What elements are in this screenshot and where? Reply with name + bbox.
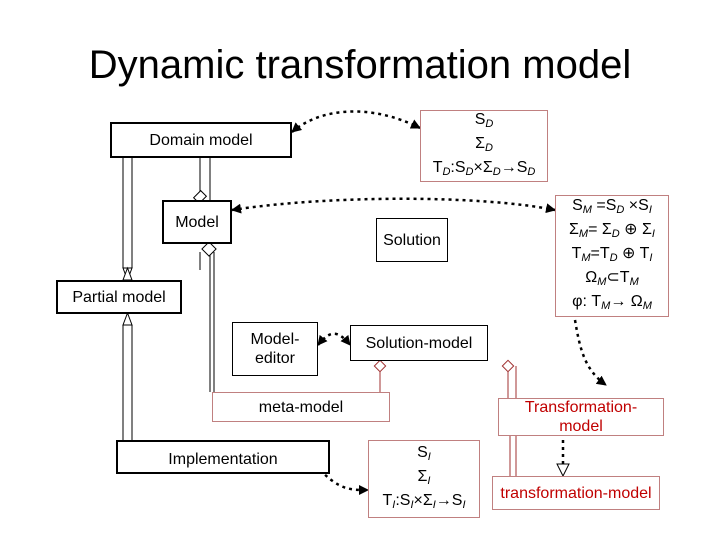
meta-model-label: meta-model — [258, 398, 344, 416]
partial-model-box — [56, 280, 182, 314]
meta-model-box — [212, 392, 390, 422]
slide-title: Dynamic transformation model — [88, 43, 632, 87]
impl-transition-function: $T_I:S_I\times\Sigma_I\to S_I$ — [382, 492, 466, 511]
implementation-box — [116, 440, 330, 474]
domain-event-set: $\Sigma_D$ — [475, 135, 493, 154]
transformation-model-box — [498, 398, 664, 436]
model-box — [162, 200, 232, 244]
model-omega-subset: $\Omega_M\subset T_M$ — [585, 269, 639, 288]
transformation-model-lower-box — [492, 476, 660, 510]
implementation-label: Implementation — [168, 451, 278, 468]
solution-model-label: Solution-model — [365, 334, 473, 352]
solution-box — [376, 218, 448, 262]
impl-event-set: $\Sigma_I$ — [417, 468, 431, 487]
domain-model-box — [110, 122, 292, 158]
partial-model-label: Partial model — [72, 288, 166, 306]
model-formula-box — [555, 195, 669, 317]
model-editor-label-line2: editor — [254, 350, 296, 367]
model-editor-label-line1: Model- — [250, 331, 300, 348]
transformation-model-label-line1: Transformation- — [524, 399, 638, 416]
domain-state-set: $S_D$ — [474, 111, 494, 130]
model-label: Model — [175, 213, 219, 231]
transformation-model-lower-label: transformation-model — [500, 484, 652, 502]
domain-formula-box — [420, 110, 548, 182]
domain-transition-function: $T_D:S_D\times\Sigma_D\to S_D$ — [432, 159, 536, 178]
model-phi-mapping: φ: $T_M\to \Omega_M$ — [572, 293, 652, 312]
implementation-formula-box — [368, 440, 480, 518]
solution-model-box — [350, 325, 488, 361]
domain-model-label: Domain model — [149, 131, 253, 149]
transformation-model-label-line2: model — [559, 418, 603, 435]
model-editor-box — [232, 322, 318, 376]
model-state-set: $S_M =S_D \times S_I$ — [572, 197, 652, 216]
model-event-set: $\Sigma_M= \Sigma_D$ ⊕ $\Sigma_I$ — [569, 221, 655, 240]
model-transition-set: $T_M=T_D$ ⊕ $T_I$ — [571, 245, 653, 264]
solution-label: Solution — [383, 231, 441, 249]
impl-state-set: $S_I$ — [417, 444, 431, 463]
